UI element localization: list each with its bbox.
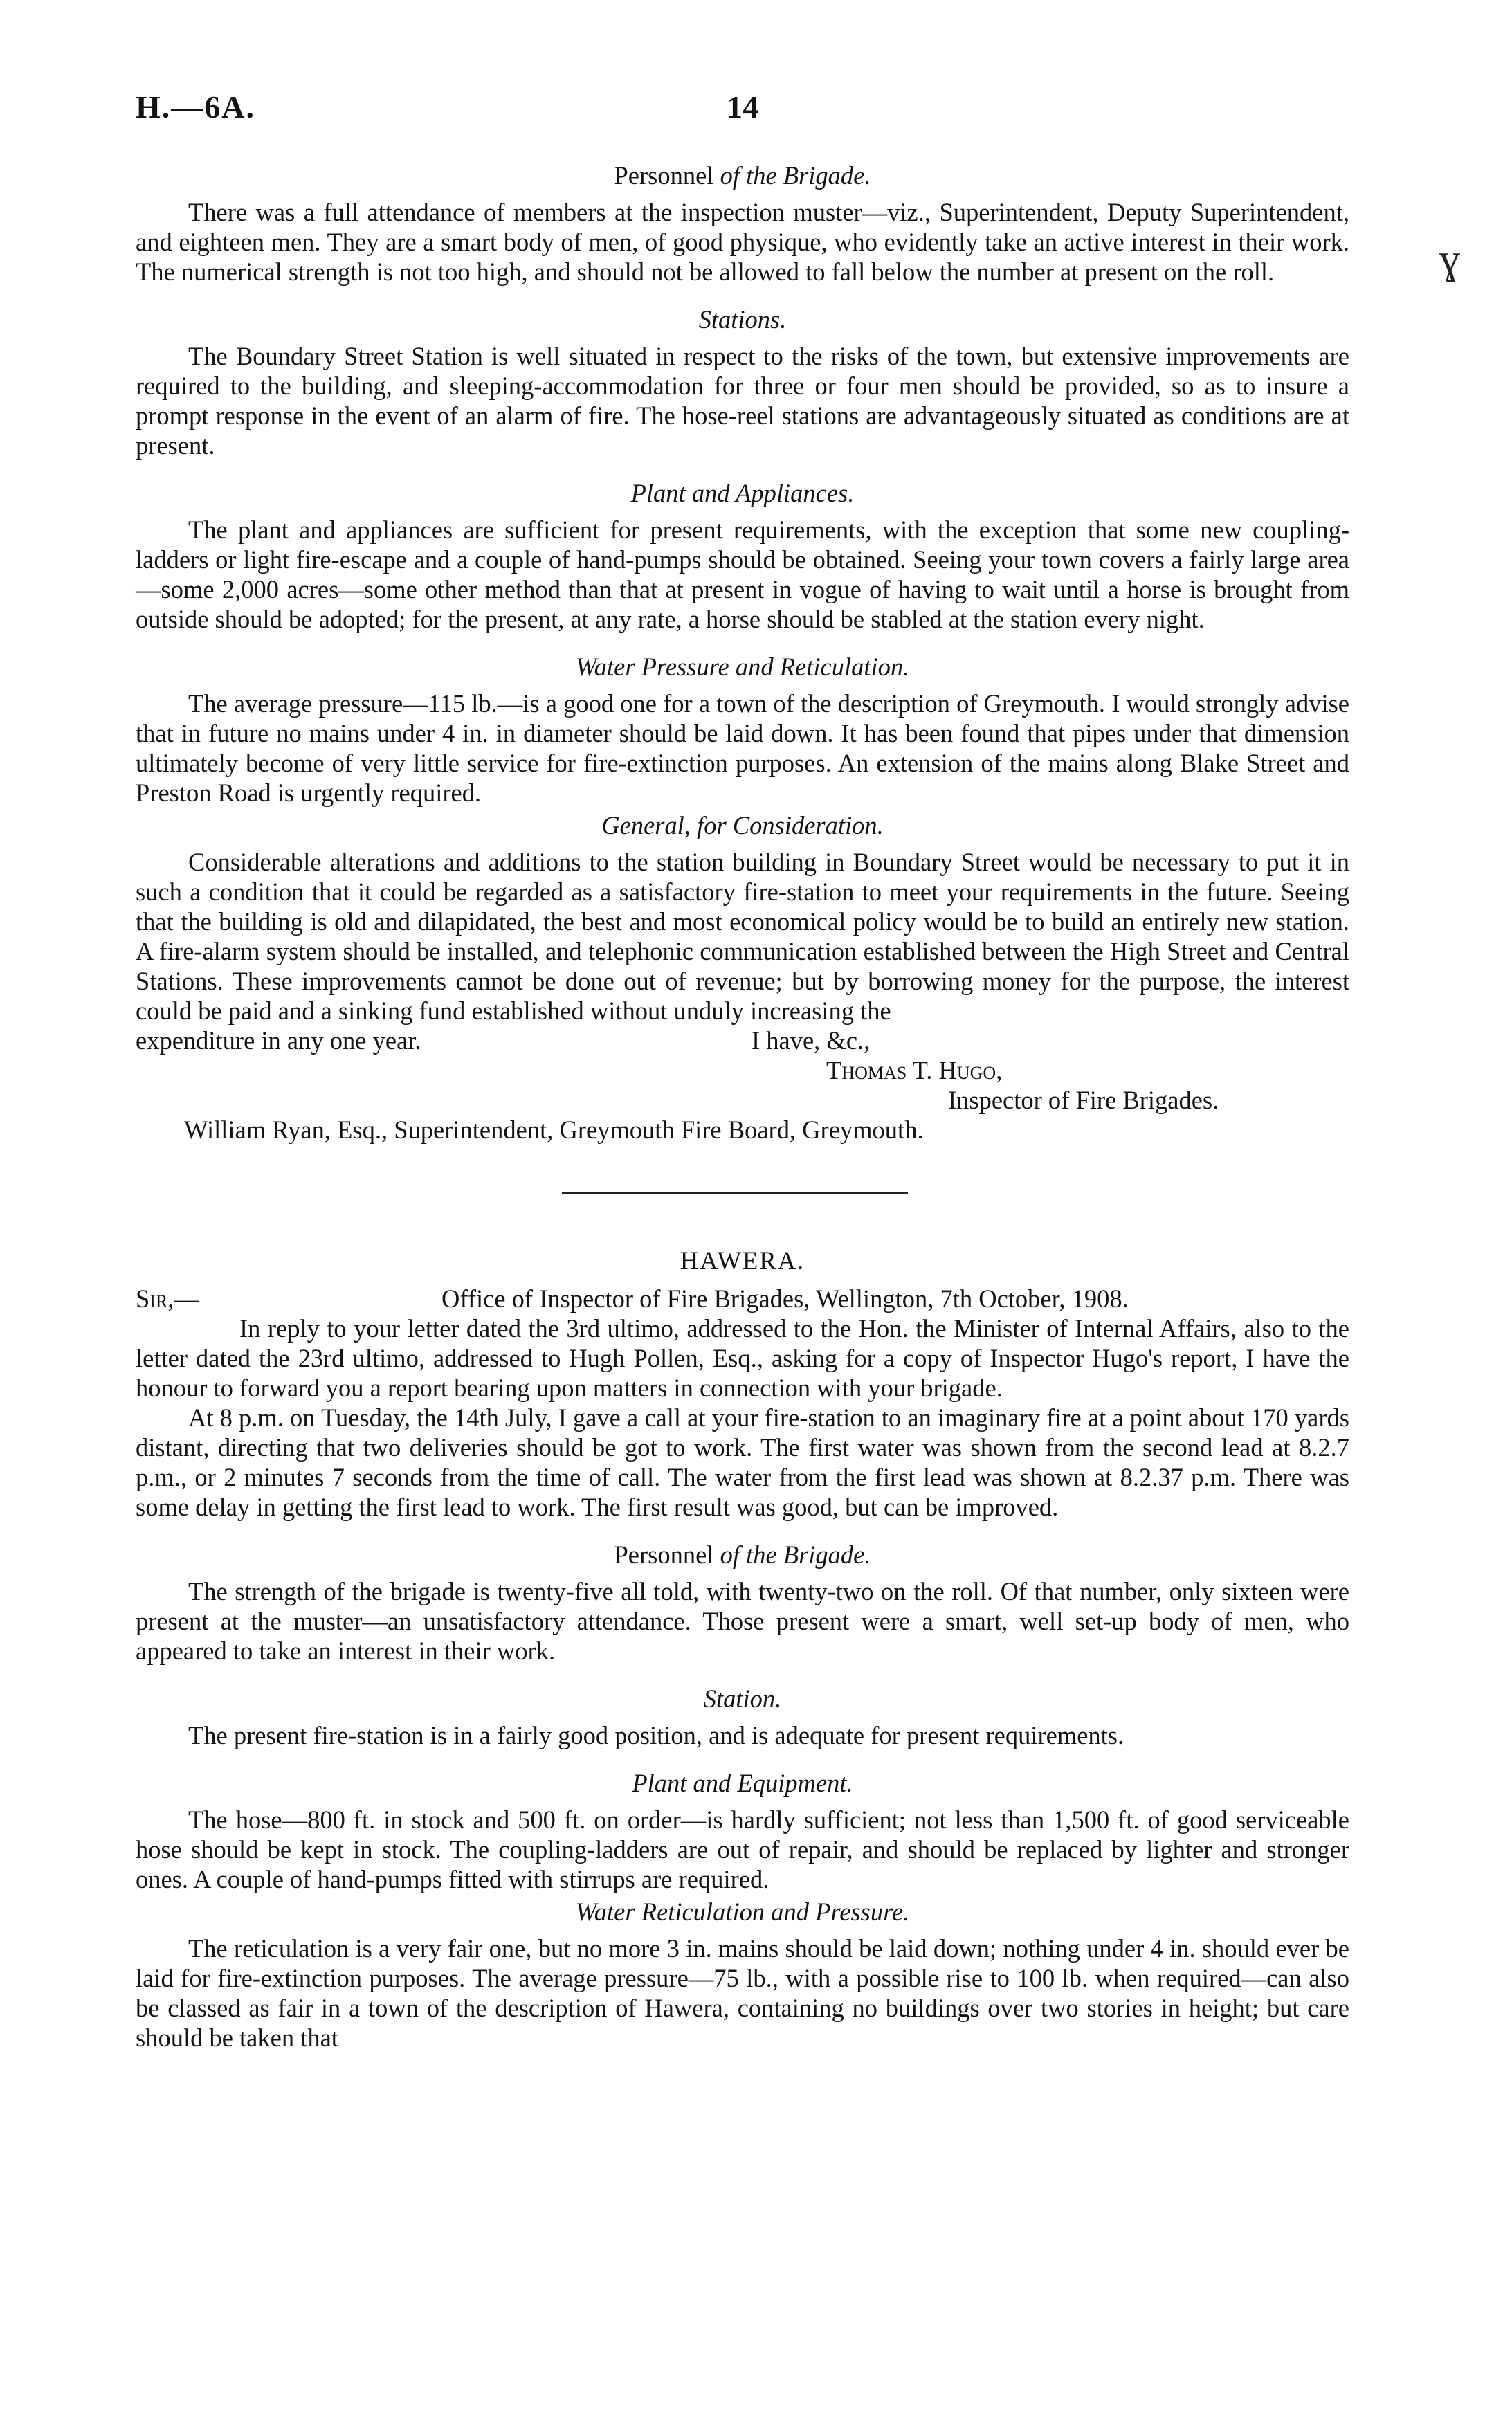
paragraph: At 8 p.m. on Tuesday, the 14th July, I gave a call at your fire-station to an imaginary fire at a point about 170 yards distant, directing that two deliveries should be got to work. The first water was shown from the second lead at 8.2.7 p.m., or 2 minutes 7 seconds from the time of call. The water from the first lead was shown at 8.2.37 p.m. There was some delay in getting the first lead to work. The first result was good, but can be improved.: [136, 1403, 1349, 1521]
paragraph: The hose—800 ft. in stock and 500 ft. on order—is hardly sufficient; not less than 1,500 ft. of good serviceable hose should be kept in stock. The coupling-ladders are out of repair, and should be replaced by lighter and stronger ones. A couple of hand-pumps fitted with stirrups are required.: [136, 1805, 1349, 1893]
page-number: 14: [727, 89, 758, 125]
section-heading: Station.: [703, 1684, 782, 1713]
section-heading: Plant and Appliances.: [630, 479, 855, 507]
paragraph: The present fire-station is in a fairly good position, and is adequate for present requirements.: [188, 1721, 1124, 1749]
salutation: Sir,—: [136, 1284, 199, 1313]
signature-title-line: [136, 1085, 1349, 1115]
section-heading: [136, 1540, 1349, 1570]
signature-title: Inspector of Fire Brigades.: [948, 1086, 1219, 1114]
heading-italic: of the Brigade.: [720, 1540, 871, 1569]
section-title: HAWERA.: [680, 1246, 805, 1275]
paragraph: In reply to your letter dated the 3rd ultimo, addressed to the Hon. the Minister of Internal Affairs, also to the letter dated the 23rd ultimo, addressed to Hugh Pollen, Esq., asking for a copy of Inspector Hugo's report, I have the honour to forward you a report bearing upon matters in connection with your brigade.: [136, 1314, 1349, 1402]
divider-rule: [562, 1192, 908, 1194]
section-heading: Plant and Equipment.: [632, 1769, 853, 1797]
section-heading: [136, 161, 1349, 190]
section-heading: Stations.: [698, 305, 787, 334]
margin-mark: ɣ: [1439, 236, 1460, 282]
page-reference: H.—6A.: [136, 89, 255, 125]
paragraph: There was a full attendance of members at the inspection muster—viz., Superintendent, Deputy Superintendent, and eighteen men. They are a smart body of men, of good physique, who evidently take an active interest in their work. The numerical strength is not too high, and should not be allowed to fall below the number at present on the roll.: [136, 198, 1349, 286]
paragraph: The reticulation is a very fair one, but no more 3 in. mains should be laid down; nothing under 4 in. should ever be laid for fire-extinction purposes. The average pressure—75 lb., with a possible rise to 100 lb. when required—can also be classed as fair in a town of the description of Hawera, containing no buildings over two stories in height; but care should be taken that: [136, 1934, 1349, 2052]
addressee: William Ryan, Esq., Superintendent, Greymouth Fire Board, Greymouth.: [184, 1116, 924, 1144]
section-heading: General, for Consideration.: [601, 811, 884, 839]
document-body: [136, 161, 1349, 2053]
section-heading: Water Pressure and Reticulation.: [575, 653, 910, 681]
section-divider: [136, 1145, 1349, 1241]
signature-name: Thomas T. Hugo,: [826, 1056, 1003, 1084]
section-heading: Water Reticulation and Pressure.: [575, 1898, 910, 1926]
dateline-row: [136, 1284, 1349, 1313]
signature-name-line: [136, 1055, 1349, 1085]
paragraph: The strength of the brigade is twenty-five all told, with twenty-two on the roll. Of that number, only sixteen were present at the muster—an unsatisfactory attendance. Those present were a smart, well set-up body of men, who appeared to take an interest in their work.: [136, 1577, 1349, 1665]
closing-line: [136, 1026, 1349, 1055]
closing-salutation: I have, &c.,: [752, 1026, 871, 1055]
heading-roman: Personnel: [614, 161, 714, 190]
paragraph: The Boundary Street Station is well situated in respect to the risks of the town, but extensive improvements are required to the building, and sleeping-accommodation for three or four men should be provided, so as to insure a prompt response in the event of an alarm of fire. The hose-reel stations are advantageously situated as conditions are at present.: [136, 342, 1349, 460]
closing-text: expenditure in any one year.: [136, 1026, 421, 1055]
heading-italic: of the Brigade.: [720, 161, 871, 190]
addressee-line: [136, 1115, 1349, 1145]
dateline: Office of Inspector of Fire Brigades, Wellington, 7th October, 1908.: [441, 1284, 1129, 1313]
paragraph: Considerable alterations and additions to the station building in Boundary Street would be necessary to put it in such a condition that it could be regarded as a satisfactory fire-station to meet your requirements in the future. Seeing that the building is old and dilapidated, the best and most economical policy would be to build an entirely new station. A fire-alarm system should be installed, and telephonic communication established between the High Street and Central Stations. These improvements cannot be done out of revenue; but by borrowing money for the purpose, the interest could be paid and a sinking fund established without unduly increasing the: [136, 848, 1349, 1025]
heading-roman: Personnel: [614, 1540, 714, 1569]
paragraph: The average pressure—115 lb.—is a good one for a town of the description of Greymouth. I would strongly advise that in future no mains under 4 in. in diameter should be laid down. It has been found that pipes under that dimension ultimately become of very little service for fire-extinction purposes. An extension of the mains along Blake Street and Preston Road is urgently required.: [136, 689, 1349, 807]
paragraph: The plant and appliances are sufficient for present requirements, with the exception that some new coupling-ladders or light fire-escape and a couple of hand-pumps should be obtained. Seeing your town covers a fairly large area—some 2,000 acres—some other method than that at present in vogue of having to wait until a horse is brought from outside should be adopted; for the present, at any rate, a horse should be stabled at the station every night.: [136, 516, 1349, 633]
